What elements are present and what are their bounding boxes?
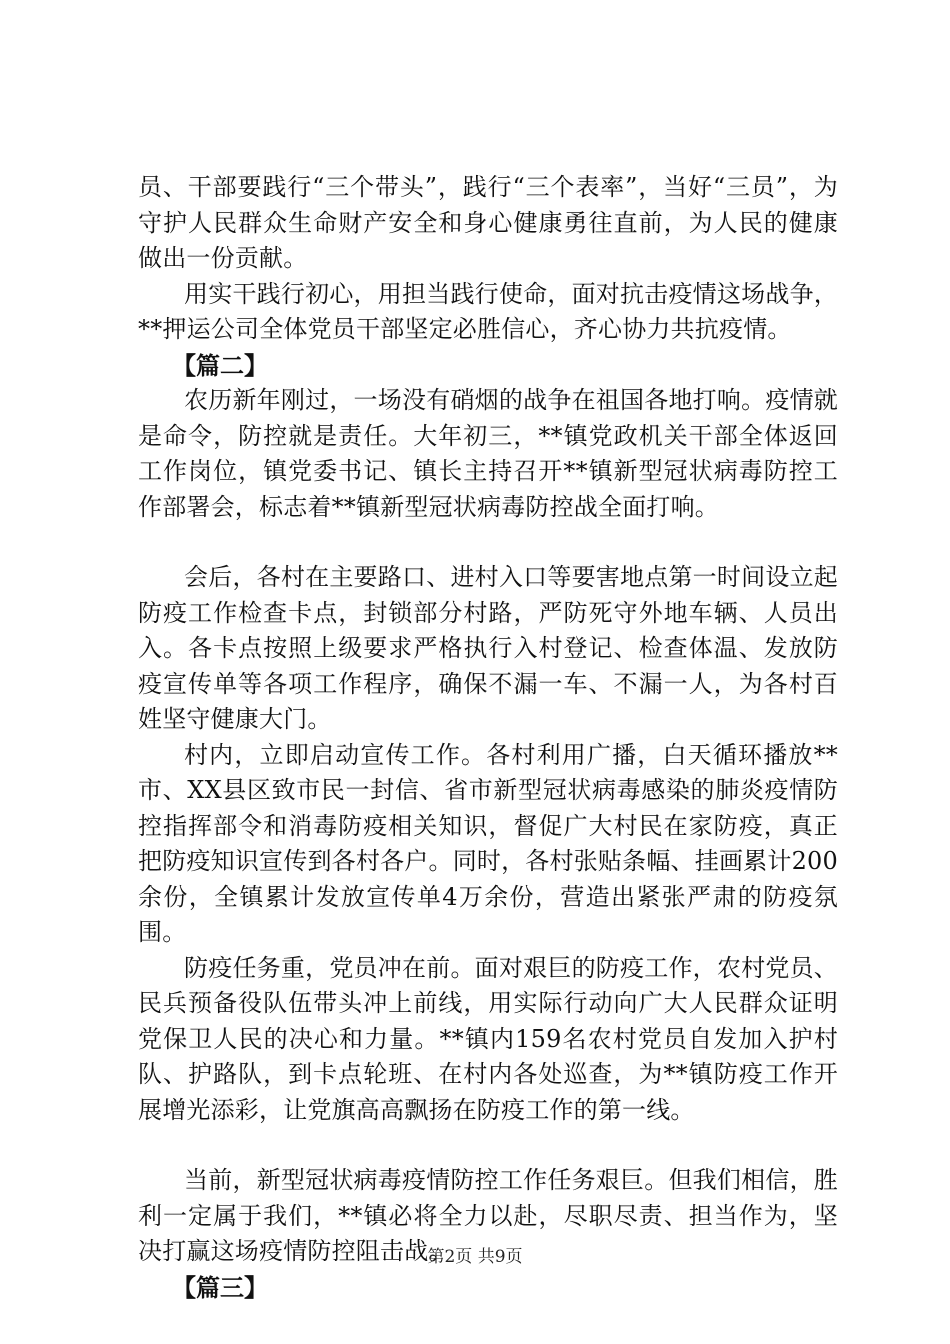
paragraph-spacer: [138, 525, 838, 560]
paragraph-spacer: [138, 1128, 838, 1163]
paragraph-closing: 当前，新型冠状病毒疫情防控工作任务艰巨。但我们相信，胜利一定属于我们，**镇必将全力以赴，尽职尽责、担当作为，坚决打赢这场疫情防控阻击战。: [138, 1166, 838, 1265]
section-heading-part-two: 【篇二】: [172, 350, 268, 380]
section-heading-part-three: 【篇三】: [172, 1272, 268, 1302]
paragraph-party-members: 防疫任务重，党员冲在前。面对艰巨的防疫工作，农村党员、民兵预备役队伍带头冲上前线，用实际行动向广大人民群众证明党保卫人民的决心和力量。**镇内159名农村党员自发加入护村队、护路队，到卡点轮班、在村内各处巡查，为**镇防疫工作开展增光添彩，让党旗高高飘扬在防疫工作的第一线。: [138, 953, 838, 1124]
paragraph-continued: 员、干部要践行“三个带头”，践行“三个表率”，当好“三员”，为守护人民群众生命财产安全和身心健康勇往直前，为人民的健康做出一份贡献。: [138, 173, 838, 272]
paragraph-publicity: 村内，立即启动宣传工作。各村利用广播，白天循环播放**市、XX县区致市民一封信、省市新型冠状病毒感染的肺炎疫情防控指挥部令和消毒防疫相关知识，督促广大村民在家防疫，真正把防疫知识宣传到各村各户。同时，各村张贴条幅、挂画累计200余份，全镇累计发放宣传单4万余份，营造出紧张严肃的防疫氛围。: [138, 740, 838, 946]
paragraph-checkpoints: 会后，各村在主要路口、进村入口等要害地点第一时间设立起防疫工作检查卡点，封锁部分村路，严防死守外地车辆、人员出入。各卡点按照上级要求严格执行入村登记、检查体温、发放防疫宣传单等各项工作程序，确保不漏一车、不漏一人，为各村百姓坚守健康大门。: [138, 563, 838, 733]
page-number-footer: 第2页 共9页: [427, 1247, 523, 1267]
paragraph-conclusion: 用实干践行初心，用担当践行使命，面对抗击疫情这场战争，**押运公司全体党员干部坚定必胜信心，齐心协力共抗疫情。: [138, 279, 838, 343]
document-body: [138, 170, 838, 1305]
paragraph-intro: 农历新年刚过，一场没有硝烟的战争在祖国各地打响。疫情就是命令，防控就是责任。大年初三，**镇党政机关干部全体返回工作岗位，镇党委书记、镇长主持召开**镇新型冠状病毒防控工作部署会，标志着**镇新型冠状病毒防控战全面打响。: [138, 386, 838, 521]
